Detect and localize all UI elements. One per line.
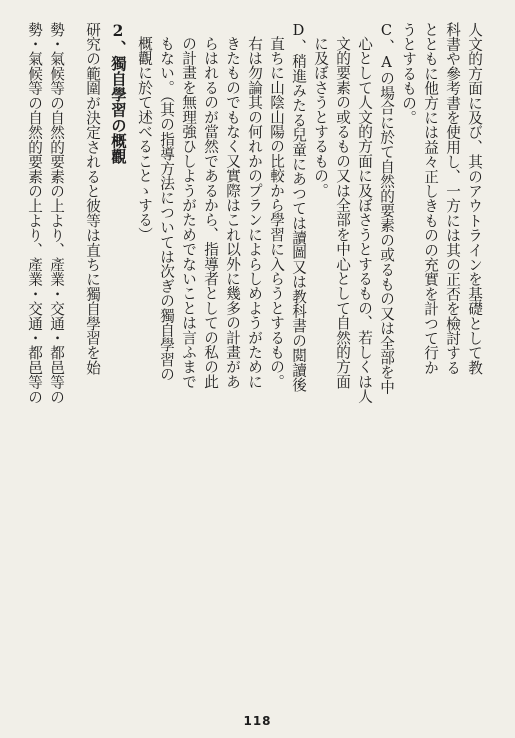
text-column-right-12: きたものでもなく又實際はこれ以外に幾多の計畫があ (224, 36, 241, 389)
text-column-right-10: 直ちに山陰山陽の比較から學習に入らうとするもの。 (268, 36, 285, 389)
text-column-right-14: の計畫を無理強ひしようがためでないことは言ふまで (180, 36, 197, 389)
text-column-right-3: とともに他方には益々正しきものの充實を計つて行か (422, 22, 439, 375)
text-column-right-2: 科書や參考書を使用し、一方には其の正否を檢討する (444, 22, 461, 375)
text-column-right-11: 右は勿論其の何れかのプランによらしめようがために (246, 36, 263, 389)
text-column-right-13: らはれるのが當然であるから、指導者としての私の此 (202, 36, 219, 389)
text-column-right-18: 研究の範圍が決定されると彼等は直ちに獨自學習を始 (84, 22, 101, 375)
page-number: 118 (243, 714, 272, 728)
text-column-right-1: 人文的方面に及び、其のアウトラインを基礎として教 (466, 22, 483, 375)
text-column-right-7: 文的要素の或るもの又は全部を中心として自然的方面 (334, 36, 351, 389)
section-heading: 2、獨自學習の概觀 (109, 22, 127, 165)
text-column-left-1: 勢・氣候等の自然的要素の上より、產業・交通・都邑等の (48, 22, 65, 405)
text-column-right-15: もない。（其の指導方法については次ぎの獨自學習の (158, 36, 175, 382)
text-column-right-16: 概觀に於て述べることゝする） (136, 36, 153, 242)
text-column-right-5: C、Aの場合に於て自然的要素の或るもの又は全部を中 (378, 22, 395, 395)
text-column-right-6: 心として人文的方面に及ぼさうとするもの、若しくは人 (356, 36, 373, 404)
text-column-right-9: D、稍進みたる兒童にあつては讀圖又は教科書の閲讀後 (290, 22, 307, 392)
text-column-right-8: に及ぼさうとするもの。 (312, 36, 329, 198)
text-column-left-19: 勢・氣候等の自然的要素の上より、產業・交通・都邑等の (26, 22, 43, 405)
text-column-right-4: うとするもの。 (400, 22, 417, 125)
